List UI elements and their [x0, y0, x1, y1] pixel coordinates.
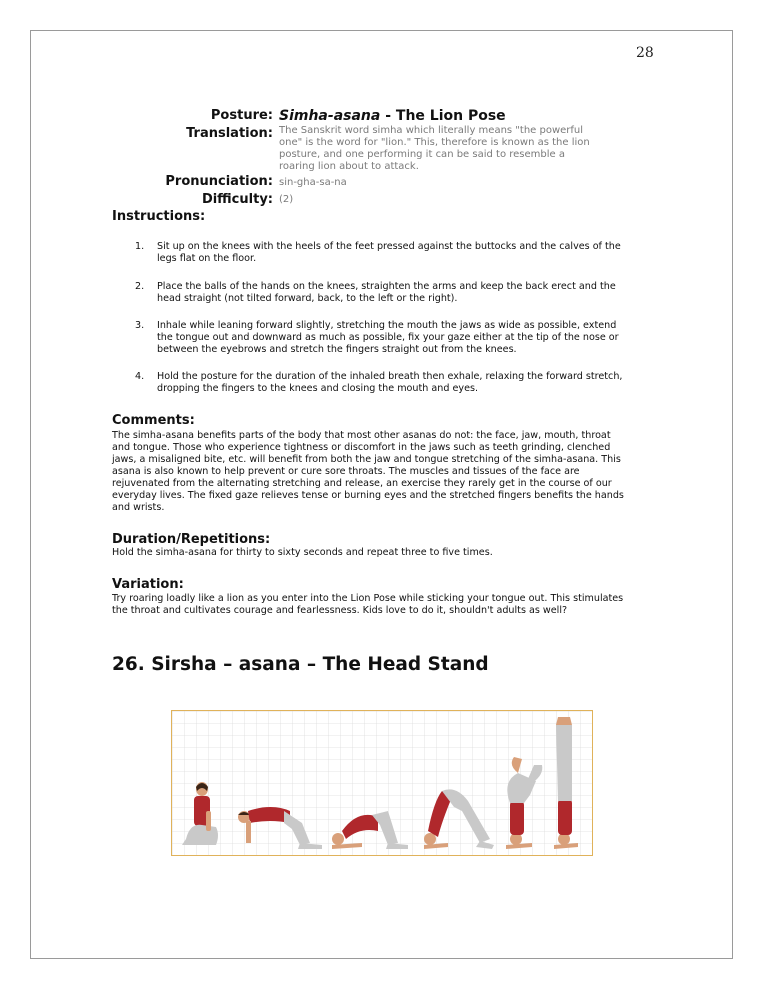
pose-title [279, 108, 506, 124]
translation-label: Translation: [186, 126, 273, 141]
variation-line: Try roaring loadly like a lion as you enter into the Lion Pose while sticking your tongue out. This stimulates [112, 593, 624, 604]
instruction-line: the tongue out and downward as much as possible, fix your gaze either at the tip of the nose or [157, 332, 619, 343]
instruction-line: legs flat on the floor. [157, 253, 257, 264]
instruction-line: Inhale while leaning forward slightly, stretching the mouth the jaws as wide as possible, extend [157, 320, 617, 331]
pose-english-name: - The Lion Pose [380, 108, 506, 124]
instruction-number: 3. [135, 320, 145, 331]
instruction-number: 1. [135, 241, 145, 252]
comments-text [112, 430, 657, 514]
instruction-number: 4. [135, 371, 145, 382]
variation-heading: Variation: [112, 577, 184, 592]
translation-line: posture, and one performing it can be said to resemble a [279, 149, 565, 160]
page-number: 28 [636, 45, 654, 61]
comments-line: everyday lives. The fixed gaze relieves tense or burning eyes and the stretched fingers benefits the hands [112, 490, 624, 501]
variation-line: the throat and cultivates courage and fearlessness. Kids love to do it, shouldn't adults as well? [112, 605, 568, 616]
posture-label: Posture: [210, 108, 273, 123]
instruction-text [157, 371, 652, 395]
variation-text [112, 593, 657, 617]
next-pose-heading: 26. Sirsha – asana – The Head Stand [112, 654, 489, 675]
pose-sanskrit-name: Simha-asana [279, 108, 381, 124]
comments-line: asana is also known to help prevent or cure sore throats. The muscles and tissues of the face are [112, 466, 580, 477]
instruction-line: dropping the fingers to the knees and closing the mouth and eyes. [157, 383, 479, 394]
headstand-sequence-figure [171, 710, 593, 856]
translation-line: The Sanskrit word simha which literally means "the powerful [279, 125, 584, 136]
translation-line: roaring lion about to attack. [279, 161, 419, 172]
comments-heading: Comments: [112, 413, 195, 428]
translation-text [279, 125, 597, 173]
duration-heading: Duration/Repetitions: [112, 532, 271, 547]
pronunciation-label: Pronunciation: [165, 174, 273, 189]
translation-line: one" is the word for "lion." This, therefore is known as the lion [279, 137, 590, 148]
comments-line: rejuvenated from the alternating stretching and release, an exercise they rarely get in the course of our [112, 478, 612, 489]
instruction-text [157, 281, 652, 305]
instruction-line: head straight (not tilted forward, back, to the left or the right). [157, 293, 458, 304]
duration-text: Hold the simha-asana for thirty to sixty seconds and repeat three to five times. [112, 547, 493, 558]
comments-line: jaws, a misaligned bite, etc. will benefit from both the jaw and tongue stretching of the simha-asana. This [112, 454, 621, 465]
difficulty-value: (2) [279, 194, 294, 205]
headstand-sequence-illustration [172, 711, 592, 855]
instruction-line: Place the balls of the hands on the knees, straighten the arms and keep the back erect and the [157, 281, 616, 292]
instruction-number: 2. [135, 281, 145, 292]
comments-line: and tongue. Those who experience tightness or discomfort in the jaws such as teeth grinding, clenched [112, 442, 611, 453]
comments-line: and wrists. [112, 502, 165, 513]
instruction-line: Hold the posture for the duration of the inhaled breath then exhale, relaxing the forward stretch, [157, 371, 623, 382]
comments-line: The simha-asana benefits parts of the body that most other asanas do not: the face, jaw, mouth, throat [112, 430, 611, 441]
pronunciation-value: sin-gha-sa-na [279, 177, 347, 188]
instruction-text [157, 241, 652, 265]
difficulty-label: Difficulty: [201, 192, 273, 207]
instructions-heading: Instructions: [112, 209, 206, 224]
instruction-line: between the eyebrows and stretch the fingers straight out from the knees. [157, 344, 517, 355]
instruction-line: Sit up on the knees with the heels of the feet pressed against the buttocks and the calves of the [157, 241, 621, 252]
instruction-text [157, 320, 652, 356]
